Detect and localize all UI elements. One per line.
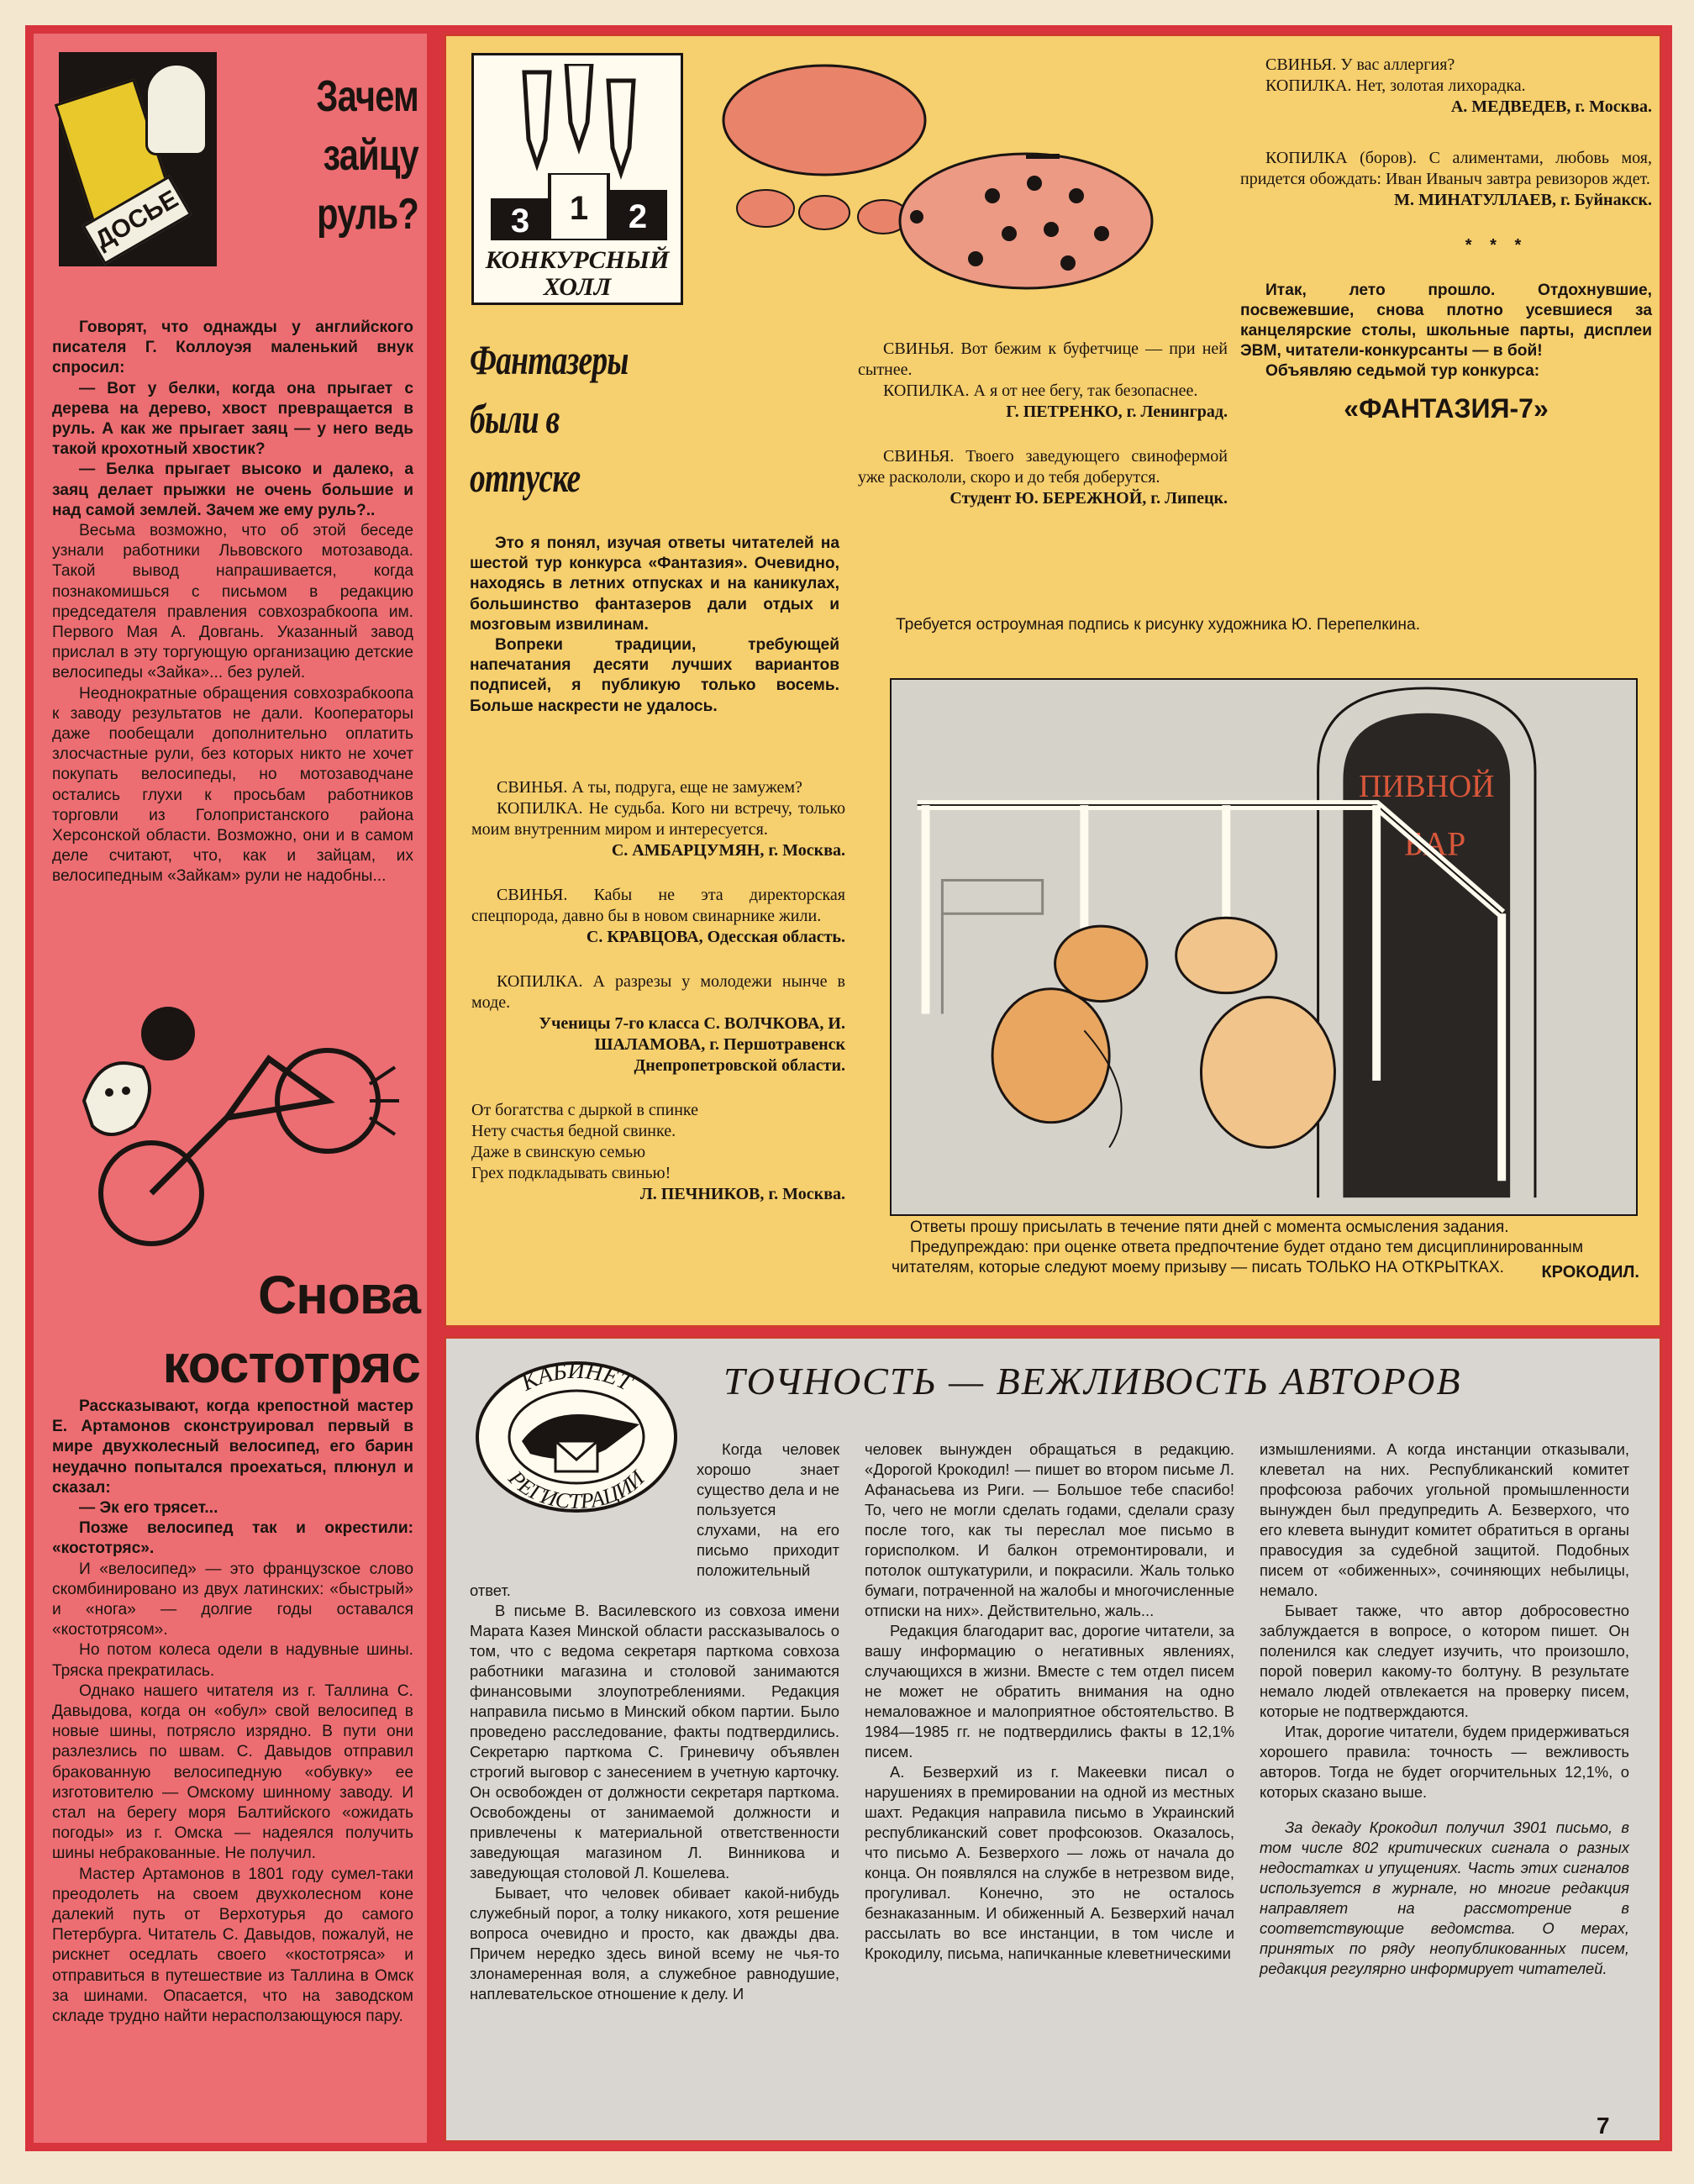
contest-poem: От богатства с дыркой в спинке Нету счастья бедной свинке. Даже в свинскую семью Грех подкладывать свинью! Л. ПЕЧНИКОВ, г. Москва. bbox=[471, 1101, 845, 1203]
registration-headline: ТОЧНОСТЬ — ВЕЖЛИВОСТЬ АВТОРОВ bbox=[723, 1360, 1462, 1402]
contest-entry: СВИНЬЯ. У вас аллергия? КОПИЛКА. Нет, золотая лихорадка. А. МЕДВЕДЕВ, г. Москва. bbox=[1265, 55, 1652, 116]
contest-entries-col1 bbox=[471, 777, 845, 1205]
contest-entries-col3 bbox=[1240, 55, 1652, 425]
fantasy-7-title: «ФАНТАЗИЯ-7» bbox=[1344, 393, 1549, 424]
beer-bar-dogs-cartoon bbox=[890, 678, 1638, 1216]
contest-hall-logo bbox=[471, 53, 683, 305]
contest-intro: Это я понял, изучая ответы читателей на шестой тур конкурса «Фантазия». Очевидно, находясь в летних отпусках и на каникулах, большинство фантазеров дали отдых и мозговым извилинам. Вопреки традиции, требующей напечатания десяти лучших вариантов подписей, я публикую только восемь. Больше наскрести не удалось. bbox=[470, 534, 839, 715]
registration-col1: Когда человек хорошо знает существо дела и не пользуется слухами, на его письмо приходит положительный ответ. В письме В. Василевского из совхоза имени Марата Казея Минской области рассказывалось о том, что с ведома секретаря парткома совхоза работники магазина и столовой занимаются финансовыми злоупотреблениями. Редакция направила письмо в Минский обком партии. Было проведено расследование, факты подтвердились. Секретарю парткома С. Гриневичу объявлен строгий выговор с занесением в учетную карточку. Он освобожден от должности секретаря парткома. Освобождены от занимаемой должности и привлечены к материальной ответственности заведующая магазином Л. Винникова и заведующая столовой Л. Кошелева. Бывает, что человек обивает какой-нибудь служебный порог, а толку никакого, хотя решение вопроса очевидно и просто, как дважды два. Причем нередко здесь виной всему не чья-то злонамеренная воля, а служебное равнодушие, наплевательское отношение к делу. И bbox=[470, 1440, 839, 2002]
pig-and-piggybank-illustration bbox=[707, 53, 1228, 322]
contest-entry: СВИНЬЯ. Твоего заведующего свинофермой уже раскололи, скоро и до тебя доберутся. Студент Ю. БЕРЕЖНОЙ, г. Липецк. bbox=[858, 447, 1228, 508]
zachem-title: Зачем зайцу руль? bbox=[316, 72, 418, 239]
contest-announcement: Итак, лето прошло. Отдохнувшие, посвежевшие, снова плотно усевшиеся за канцелярские столы, школьные парты, дисплеи ЭВМ, читатели-конкурсанты — в бой! Объявляю седьмой тур конкурса: bbox=[1240, 282, 1652, 380]
svg-text:КАБИНЕТ: КАБИНЕТ bbox=[517, 1357, 636, 1397]
contest-entry: КОПИЛКА. А разрезы у молодежи нынче в моде. Ученицы 7-го класса С. ВОЛЧКОВА, И. ШАЛАМОВА, г. Першотравенск Днепропетровской области. bbox=[471, 972, 845, 1075]
podium-icon bbox=[491, 173, 667, 240]
contest-entry: СВИНЬЯ. Кабы не эта директорская спецпорода, давно бы в новом свинарнике жили. С. КРАВЦОВА, Одесская область. bbox=[471, 886, 845, 946]
svg-text:2: 2 bbox=[628, 198, 648, 235]
hall-title: КОНКУРСНЫЙ ХОЛЛ bbox=[485, 246, 670, 301]
svg-text:ПИВНОЙ: ПИВНОЙ bbox=[1359, 769, 1495, 805]
page-number: 7 bbox=[1597, 2113, 1610, 2139]
svg-text:1: 1 bbox=[569, 190, 589, 227]
contest-requirement: Требуется остроумная подпись к рисунку художника Ю. Перепелкина. bbox=[896, 616, 1421, 634]
contest-section bbox=[444, 34, 1662, 1328]
article-zachem: Говорят, что однажды у английского писателя Г. Коллоуэя маленький внук спросил: — Вот у белки, когда она прыгает с дерева на дерево, хвост превращается в руль. А как же прыгает заяц — у него ведь такой крохотный хвостик? — Белка прыгает высоко и далеко, а заяц делает прыжки не очень большие и над самой землей. Зачем же ему руль?.. Весьма возможно, что об этой беседе узнали работники Львовского мотозавода. Такой вывод напрашивается, когда познакомишься с письмом в редакцию председателя правления совхозрабкоопа им. Первого Мая А. Довгань. Указанный завод прислал в эту торгующую организацию детские велосипеды «Зайка»... без рулей. Неоднократные обращения совхозрабкоопа к заводу результатов не дали. Кооператоры даже пообещали дополнительно оплатить злосчастные рули, без которых никто не хочет покупать велосипеды, но мотозаводчане остались глухи к просьбам работников торговли из Голопристанского района Херсонской области. Возможно, они и в самом деле считают, что, как и зайцам, их велосипедным «Зайкам» рули не надобны... bbox=[52, 318, 413, 886]
registration-col3: измышлениями. А когда инстанции отказывали, клеветал на них. Республиканский комитет профсоюза рабочих угольной промышленности вынужден был предупредить А. Безверхого, что его клевета вынудит комитет обратиться в органы правосудия за судебной защитой. Подобных писем от «обиженных», сочиняющих небылицы, немало. Бывает также, что автор добросовестно заблуждается в вопросе, о котором пишет. Он поленился как следует изучить, что произошло, порой поверил какому-то болтуну. В результате немало людей отвлекается на проверку писем, которые не подтверждаются. Итак, дорогие читатели, будем придерживаться хорошего правила: точность — вежливость авторов. Тогда не будет огорчительных 12,1%, о которых сказано выше. За декаду Крокодил получил 3901 письмо, в том числе 802 критических сигнала о разных недостатках и упущениях. Часть этих сигналов используется в журнале, но многие редакция направляет на рассмотрение в соответствующие ведомства. О мерах, принятых по ряду неопубликованных писем, редакция регулярно информирует читателей. bbox=[1260, 1440, 1629, 1977]
snova-title: Снова костотряс bbox=[162, 1265, 420, 1394]
left-column bbox=[34, 34, 427, 2143]
svg-text:РЕГИСТРАЦИИ: РЕГИСТРАЦИИ bbox=[503, 1466, 650, 1514]
registration-section bbox=[444, 1336, 1662, 2143]
bicycle-illustration bbox=[50, 1000, 403, 1252]
contest-entry: СВИНЬЯ. А ты, подруга, еще не замужем? КОПИЛКА. Не судьба. Кого ни встречу, только моим внутренним миром и интересуется. С. АМБАРЦУМЯН, г. Москва. bbox=[471, 778, 845, 860]
registration-col2: человек вынужден обращаться в редакцию. «Дорогой Крокодил! — пишет во втором письме Л. Афанасьева из Риги. — Большое тебе спасибо! То, чего не могли сделать годами, сделали сразу после того, как ты переслал мое письмо в горисполком. И балкон отремонтировали, и потолок оштукатурили, и покрасили. Жаль только бумаги, потраченной на жалобы и многочисленные отписки на них». Действительно, жаль... Редакция благодарит вас, дорогие читатели, за вашу информацию о негативных явлениях, случающихся в жизни. Вместе с тем отдел писем не может не обратить внимания на одно немаловажное и малоприятное обстоятельство. В 1984—1985 гг. не подтвердились факты в 12,1% писем. А. Безверхий из г. Макеевки писал о нарушениях в премировании на одной из местных шахт. Редакция направила письмо в Украинский республиканский совет профсоюзов. Оказалось, что письмо А. Безверхого — ложь от начала до конца. Он появлялся на службе в нетрезвом виде, прогуливал. Конечно, это не осталось безнаказанным. И обиженный А. Безверхий начал рассылать во все инстанции, в том числе и Крокодилу, письма, напичканные клеветническими bbox=[865, 1440, 1234, 1962]
article-snova: Рассказывают, когда крепостной мастер Е. Артамонов сконструировал первый в мире двухколесный велосипед, его барин неудачно попытался проехаться, плюнул и сказал: — Эк его трясет... Позже велосипед так и окрестили: «костотряс». И «велосипед» — это французское слово скомбинировано из двух латинских: «быстрый» и «нога» — долгие годы оставался «костотрясом». Но потом колеса одели в надувные шины. Тряска прекратилась. Однако нашего читателя из г. Таллина С. Давыдова, когда он «обул» свой велосипед в новые шины, потрясло изрядно. В пути они разлезлись по швам. С. Давыдов отправил бракованную велосипедную «обувку» ее изготовителю — Омскому шинному заводу. И стал на берегу моря Балтийского «ожидать погоды» из г. Омска — надеялся получить шины небракованные. Не получил. Мастер Артамонов в 1801 году сумел-таки преодолеть на своем двухколесном коне далекий путь от Верхотурья до самого Петербурга. Читатель С. Давыдов, пожалуй, не рискнет оседлать своего «костотряса» и отправиться в путешествие из Таллина в Омск за шинами. Опасается, что на заводском складе трудно найти нерасползающуюся пару. bbox=[52, 1397, 413, 2026]
separator-stars: * * * bbox=[1465, 236, 1528, 255]
dossier-label: ДОСЬЕ bbox=[82, 176, 192, 266]
contest-entry: КОПИЛКА (боров). С алиментами, любовь моя, придется обождать: Иван Иваныч завтра ревизоров ждет. М. МИНАТУЛЛАЕВ, г. Буйнакск. bbox=[1240, 149, 1652, 209]
krokodil-signature: КРОКОДИЛ. bbox=[1541, 1263, 1639, 1281]
contest-instructions: Ответы прошу присылать в течение пяти дней с момента осмысления задания. Предупреждаю: при оценке ответа предпочтение будет отдано тем дисциплинированным читателям, которые следуют моему призыву — писать ТОЛЬКО НА ОТКРЫТКАХ. bbox=[892, 1218, 1584, 1276]
contest-title: Фантазеры были в отпуске bbox=[470, 336, 629, 501]
svg-text:3: 3 bbox=[510, 203, 530, 239]
svg-text:БАР: БАР bbox=[1404, 825, 1466, 863]
contest-entries-col2 bbox=[858, 339, 1228, 533]
dossier-icon bbox=[59, 52, 217, 266]
contest-entry: СВИНЬЯ. Вот бежим к буфетчице — при ней сытнее. КОПИЛКА. А я от нее бегу, так безопаснее. Г. ПЕТРЕНКО, г. Ленинград. bbox=[858, 339, 1228, 421]
